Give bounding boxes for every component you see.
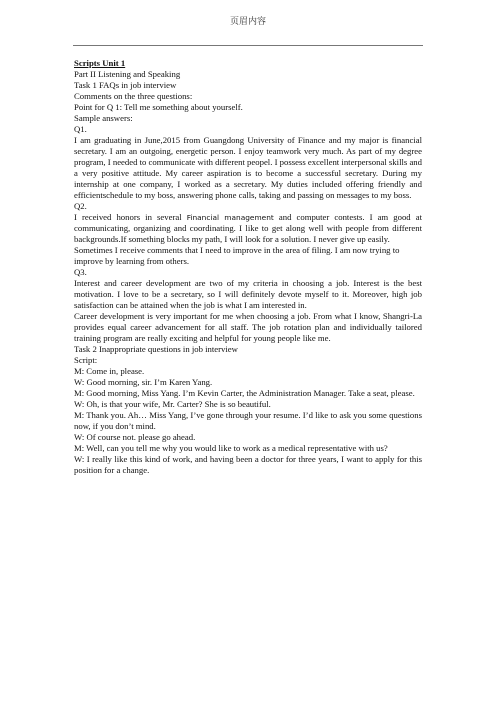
header-text: 页眉内容 [229, 17, 266, 27]
q1-label: Q1. [74, 124, 87, 134]
document-title: Scripts Unit 1 [74, 58, 126, 68]
q3-answer: Interest and career development are two of my criteria in choosing a job. Interest is the best motivation. I love to be a secretary, so I will definitely devote myself to it. Moreover, high job satisfaction can be attained when the job is what I am interested in. [74, 278, 422, 310]
dialogue-line: M: Good morning, Miss Yang. I’m Kevin Carter, the Administration Manager. Take a seat, please. [74, 388, 415, 398]
header-rule [73, 45, 423, 46]
part-heading: Part II Listening and Speaking [74, 69, 181, 79]
dialogue-line: M: Well, can you tell me why you would like to work as a medical representative with us? [74, 443, 388, 453]
dialogue-line: M: Thank you. Ah… Miss Yang, I’ve gone through your resume. I’d like to ask you some questions now, if you don’t mind. [74, 410, 422, 431]
q2-label: Q2. [74, 201, 87, 211]
document-body [74, 58, 422, 476]
script-label: Script: [74, 355, 98, 365]
sample-answers-label: Sample answers: [74, 113, 133, 123]
task1-heading: Task 1 FAQs in job interview [74, 80, 177, 90]
q2-answer [74, 212, 422, 245]
task2-heading: Task 2 Inappropriate questions in job interview [74, 344, 238, 354]
q2-answer-2: Sometimes I receive comments that I need to improve in the area of filing. I am now trying to improve by learning from others. [74, 245, 400, 266]
dialogue-line: W: Good morning, sir. I’m Karen Yang. [74, 377, 213, 387]
q3-answer-2: Career development is very important for me when choosing a job. From what I know, Shangri-La provides equal career advancement for all staff. The job rotation plan and individually tailored training program are really exciting and helpful for young people like me. [74, 311, 422, 343]
q1-answer: I am graduating in June,2015 from Guangdong University of Finance and my major is financial secretary. I am an outgoing, energetic person. I enjoy teamwork very much. As part of my degree program, I needed to communicate with different peopel. I possess excellent interpersonal skills and a very positive attitude. My career aspiration is to become a successful secretary. During my internship at one company, I worked as a secretary. My duties included offering friendly and efficientschedule to my boss, answering phone calls, taking and passing on messages to my boss. [74, 135, 422, 200]
page-header [0, 0, 496, 46]
q3-label: Q3. [74, 267, 87, 277]
dialogue-line: W: Of course not. please go ahead. [74, 432, 196, 442]
dialogue-line: W: I really like this kind of work, and having been a doctor for three years, I want to apply for this position for a change. [74, 454, 422, 475]
comments-line: Comments on the three questions: [74, 91, 193, 101]
q2-answer-part-c: and computer contests. I am good at communicating, organizing and coordinating. I like to get along well with people from different backgrounds.If something blocks my path, I will look for a solution. I never give up easily. [74, 212, 422, 244]
q2-answer-part-b: Financial management [186, 213, 274, 222]
point-line: Point for Q 1: Tell me something about yourself. [74, 102, 243, 112]
q2-answer-part-a: I received honors in several [74, 212, 187, 222]
dialogue-line: W: Oh, is that your wife, Mr. Carter? She is so beautiful. [74, 399, 271, 409]
dialogue-line: M: Come in, please. [74, 366, 145, 376]
